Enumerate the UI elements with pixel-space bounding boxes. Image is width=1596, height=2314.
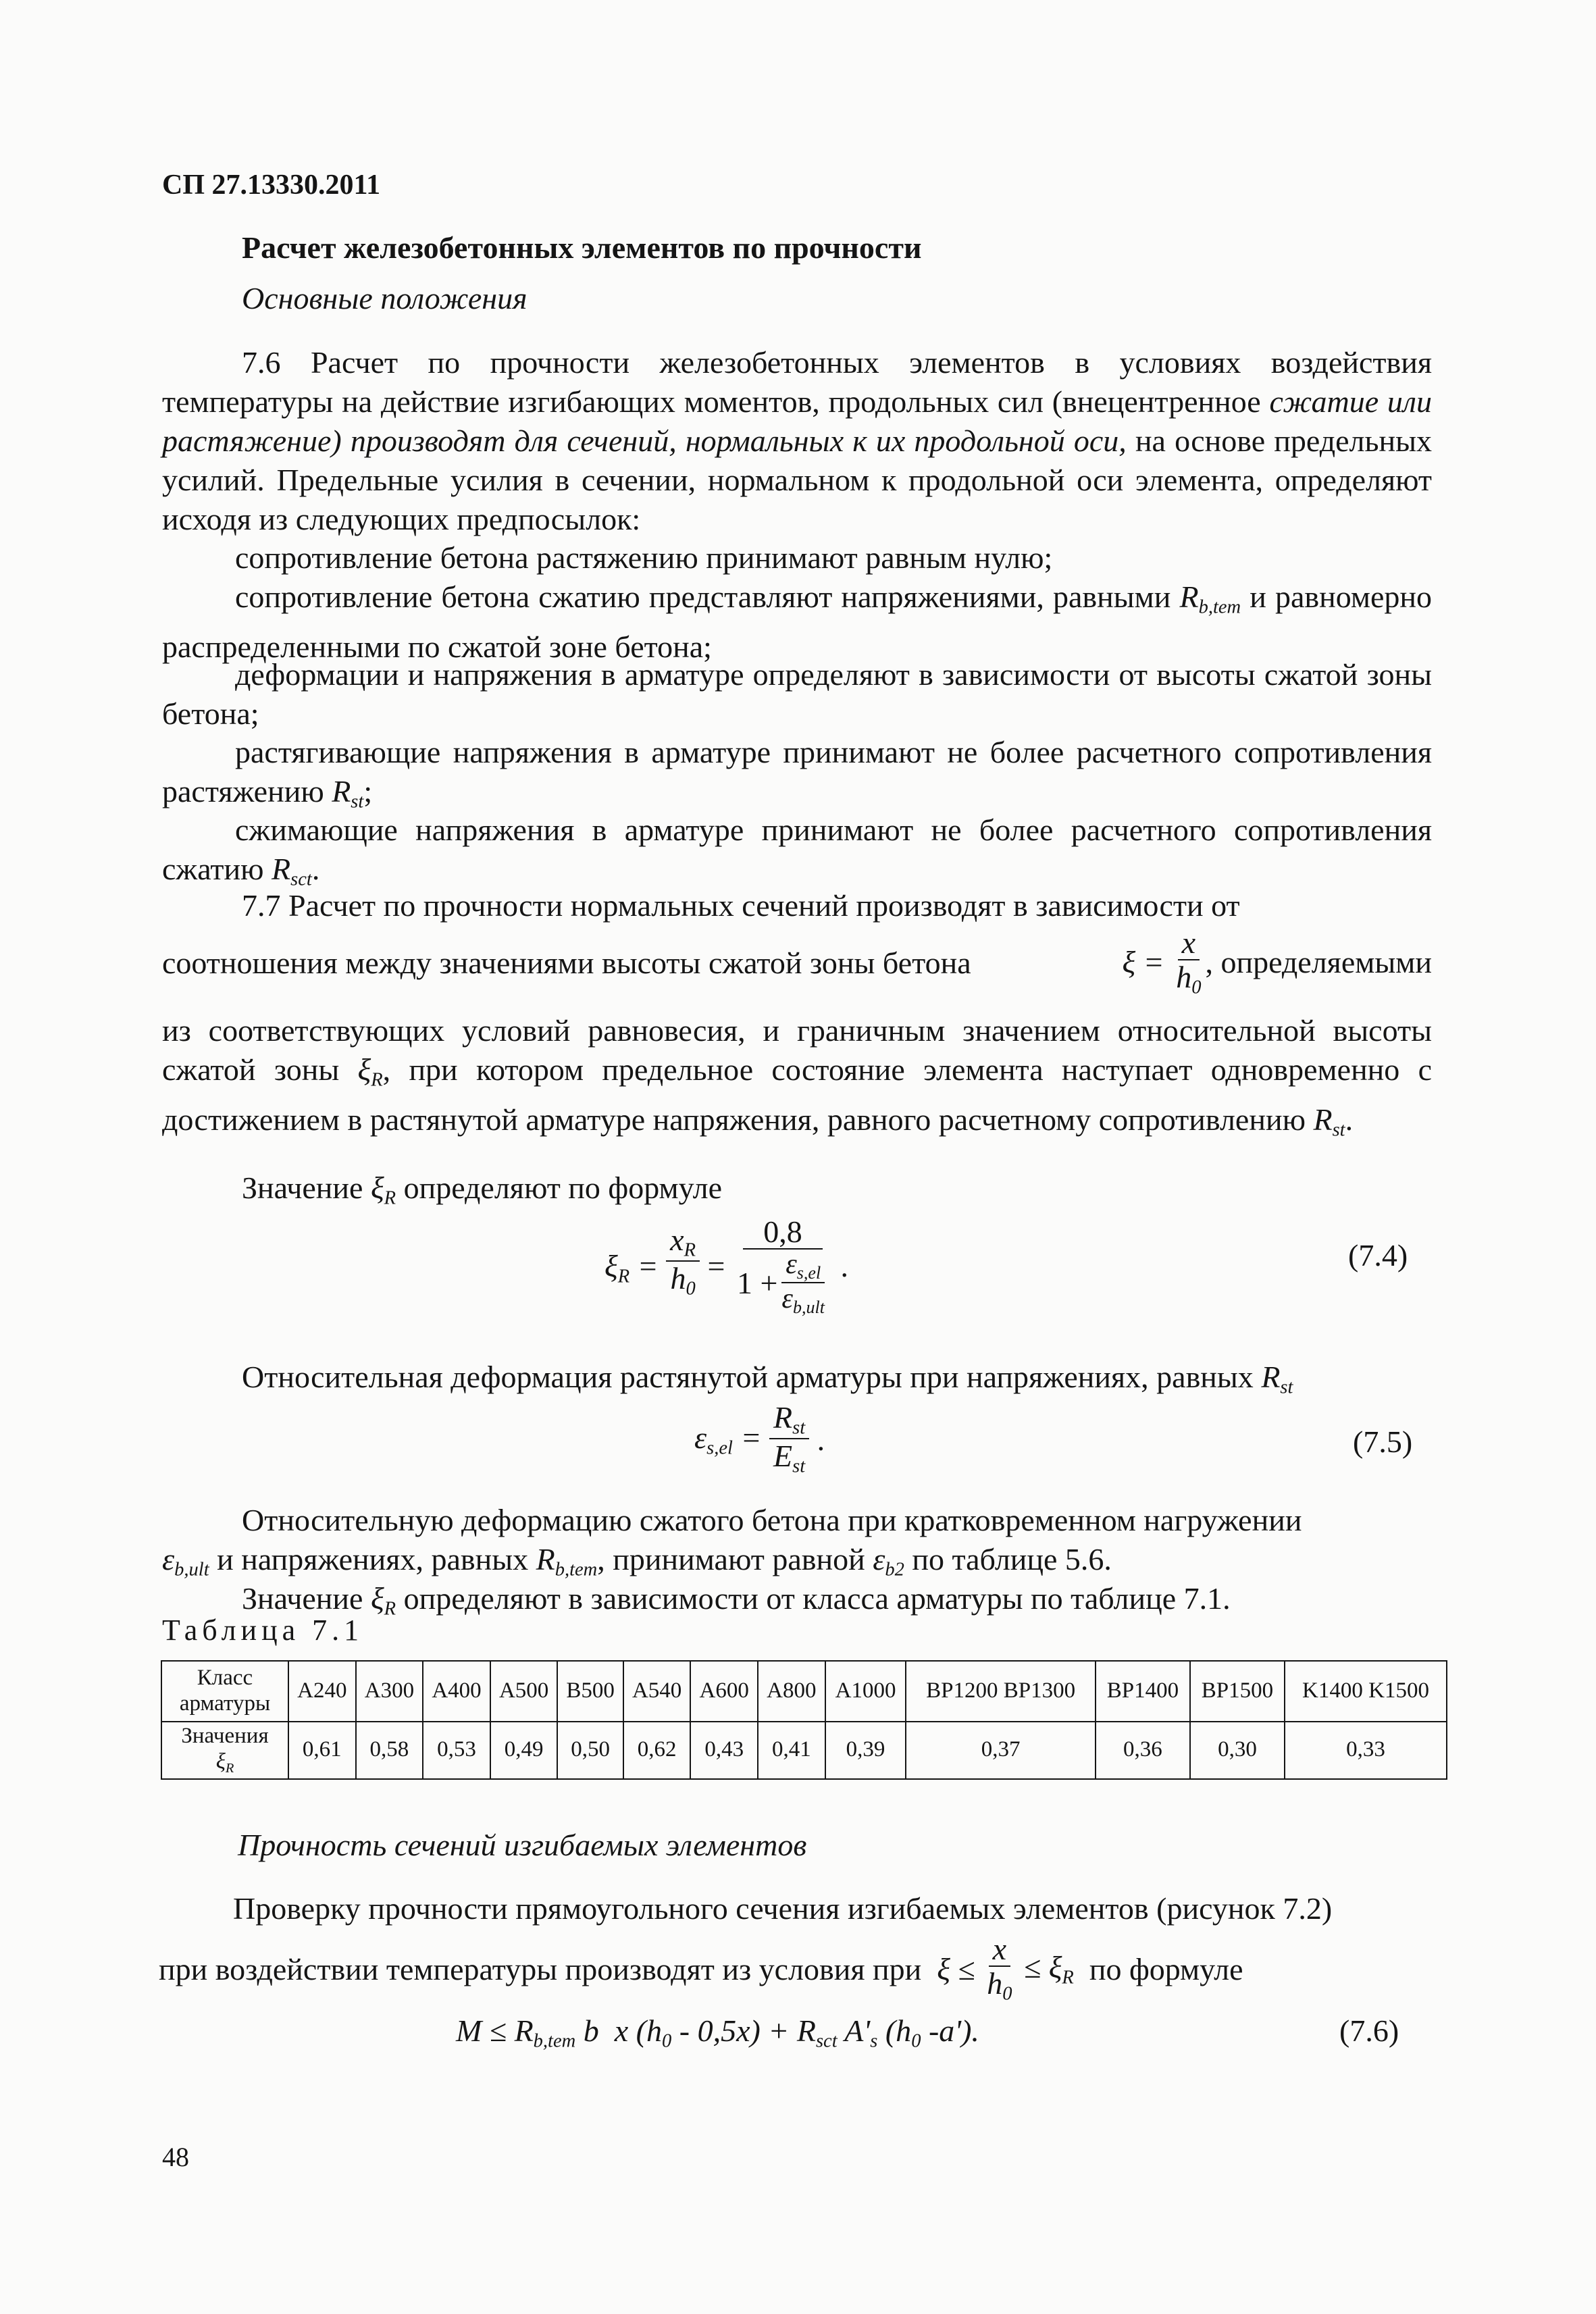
bending-line1: Проверку прочности прямоугольного сечения изгибаемых элементов (рисунок 7.2): [233, 1891, 1333, 1926]
table-cell-value: 0,36: [1096, 1722, 1190, 1779]
table-header-class: Класс арматуры: [161, 1661, 288, 1722]
table-cell-class: A600: [690, 1661, 758, 1722]
table-caption: Таблица 7.1: [162, 1614, 364, 1647]
table-cell-value: 0,53: [423, 1722, 490, 1779]
table-cell-class: A240: [288, 1661, 356, 1722]
table-cell-value: 0,41: [758, 1722, 825, 1779]
page-number: 48: [162, 2142, 189, 2172]
formula-xi: ξ =: [1122, 945, 1173, 980]
section-title: Расчет железобетонных элементов по прочности: [242, 230, 922, 265]
strain-definition: Относительная деформация растянутой арматуры при напряжениях, равных $R_{st}$: [242, 1360, 1293, 1398]
xiR-table-intro: Значение $\xi_R$ определяют в зависимости от класса арматуры по таблице 7.1.: [242, 1581, 1231, 1620]
symbol-xiR: $\xi_R$: [357, 1052, 383, 1091]
concrete-strain-line2: $\varepsilon_{b,ult}$ и напряжениях, равных $R_{b,tem}$, принимают равной $\varepsilon_{b2}$ по таблице 5.6.: [162, 1542, 1112, 1580]
table-cell-class: BP1400: [1096, 1661, 1190, 1722]
xiR-formula-intro: Значение $\xi_R$ определяют по формуле: [242, 1171, 722, 1209]
table-cell-class: A500: [490, 1661, 558, 1722]
table-cell-class: B500: [557, 1661, 623, 1722]
table-cell-value: 0,33: [1285, 1722, 1447, 1779]
table-cell-class: A300: [356, 1661, 423, 1722]
table-cell-value: 0,62: [623, 1722, 691, 1779]
table-cell-value: 0,43: [690, 1722, 758, 1779]
table-cell-class: A800: [758, 1661, 825, 1722]
table-cell-class: A540: [623, 1661, 691, 1722]
paragraph-7-7-rest: из соответствующих условий равновесия, и граничным значением относительной высоты сжатой зоны $\xi_R$, при котором предельное состояние элемента наступает одновременно с достижением в растянутой арматуре напряжения, равного расчетному сопротивлению $R_{st}$.: [162, 1013, 1432, 1141]
table-cell-value: 0,61: [288, 1722, 356, 1779]
table-cell-value: 0,58: [356, 1722, 423, 1779]
table-7-1: [161, 1660, 1447, 1779]
equation-7-4: $\xi_R$ = $\frac{x_R}{h_0}$ = 0,8 1 + $\frac{\varepsilon_{s,el}}{\varepsilon_{b,ult}}$ .: [604, 1214, 848, 1318]
table-row-classes: [161, 1661, 1447, 1722]
assumption-4: растягивающие напряжения в арматуре принимают не более расчетного сопротивления растяжению $R_{st}$;: [162, 735, 1432, 813]
table-cell-value: 0,49: [490, 1722, 558, 1779]
table-cell-value: 0,50: [557, 1722, 623, 1779]
equation-7-5-number: (7.5): [1353, 1424, 1413, 1459]
equation-7-6: $M \le R_{b,tem}$ b x $(h_0 - 0,5x) + R_{sct}$ $A'_s$ ($h_0$ -a').: [456, 2013, 979, 2052]
assumption-1: сопротивление бетона растяжению принимают равным нулю;: [235, 540, 1053, 575]
equation-7-5: $\varepsilon_{s,el}$ = $\frac{R_{st}}{E_{st}}$ .: [694, 1400, 825, 1478]
table-cell-class: K1400 K1500: [1285, 1661, 1447, 1722]
table-row-values: [161, 1722, 1447, 1779]
paragraph-7-7-line1: 7.7 Расчет по прочности нормальных сечений производят в зависимости от: [242, 888, 1240, 923]
symbol-Rsct: $R_{sct}$: [272, 852, 312, 890]
table-cell-value: 0,37: [906, 1722, 1095, 1779]
table-cell-class: BP1500: [1190, 1661, 1285, 1722]
table-header-values: Значения $\xi_R$: [161, 1722, 288, 1779]
assumption-5: сжимающие напряжения в арматуре принимают не более расчетного сопротивления сжатию $R_{sct}$.: [162, 813, 1432, 890]
symbol-Rst: $R_{st}$: [332, 774, 364, 813]
concrete-strain-line1: Относительную деформацию сжатого бетона при кратковременном нагружении: [242, 1503, 1302, 1537]
assumption-3: деформации и напряжения в арматуре определяют в зависимости от высоты сжатой зоны бетона;: [162, 657, 1432, 731]
paragraph-7-6: 7.6 Расчет по прочности железобетонных элементов в условиях воздействия температуры на действие изгибающих моментов, продольных сил (внецентренное сжатие или растяжение) производят для сечений, нормальных к их продольной оси, на основе предельных усилий. Предельные усилия в сечении, нормальном к продольной оси элемента, определяют исходя из следующих предпосылок:: [162, 345, 1432, 536]
table-cell-class: A400: [423, 1661, 490, 1722]
symbol-Rbtem: $R_{b,tem}$: [1179, 580, 1241, 618]
section2-title: Прочность сечений изгибаемых элементов: [238, 1828, 807, 1862]
bending-line2: при воздействии температуры производят из условия при ξ ≤ $\frac{x}{h_0}$ ≤ $\xi_R$ по формуле: [159, 1931, 1243, 2005]
document-code: СП 27.13330.2011: [162, 170, 381, 201]
table-cell-value: 0,39: [825, 1722, 906, 1779]
table-cell-class: BP1200 BP1300: [906, 1661, 1095, 1722]
table-cell-value: 0,30: [1190, 1722, 1285, 1779]
equation-7-6-number: (7.6): [1339, 2013, 1399, 2048]
table-cell-class: A1000: [825, 1661, 906, 1722]
section-subtitle: Основные положения: [242, 281, 527, 315]
assumption-2: сопротивление бетона сжатию представляют напряжениями, равными $R_{b,tem}$ и равномерно распределенными по сжатой зоне бетона;: [162, 580, 1432, 664]
paragraph-7-7-line2: соотношения между значениями высоты сжатой зоны бетона ξ = $\frac{x}{h_0}$ , определяемыми: [162, 925, 1432, 998]
equation-7-4-number: (7.4): [1348, 1238, 1408, 1272]
